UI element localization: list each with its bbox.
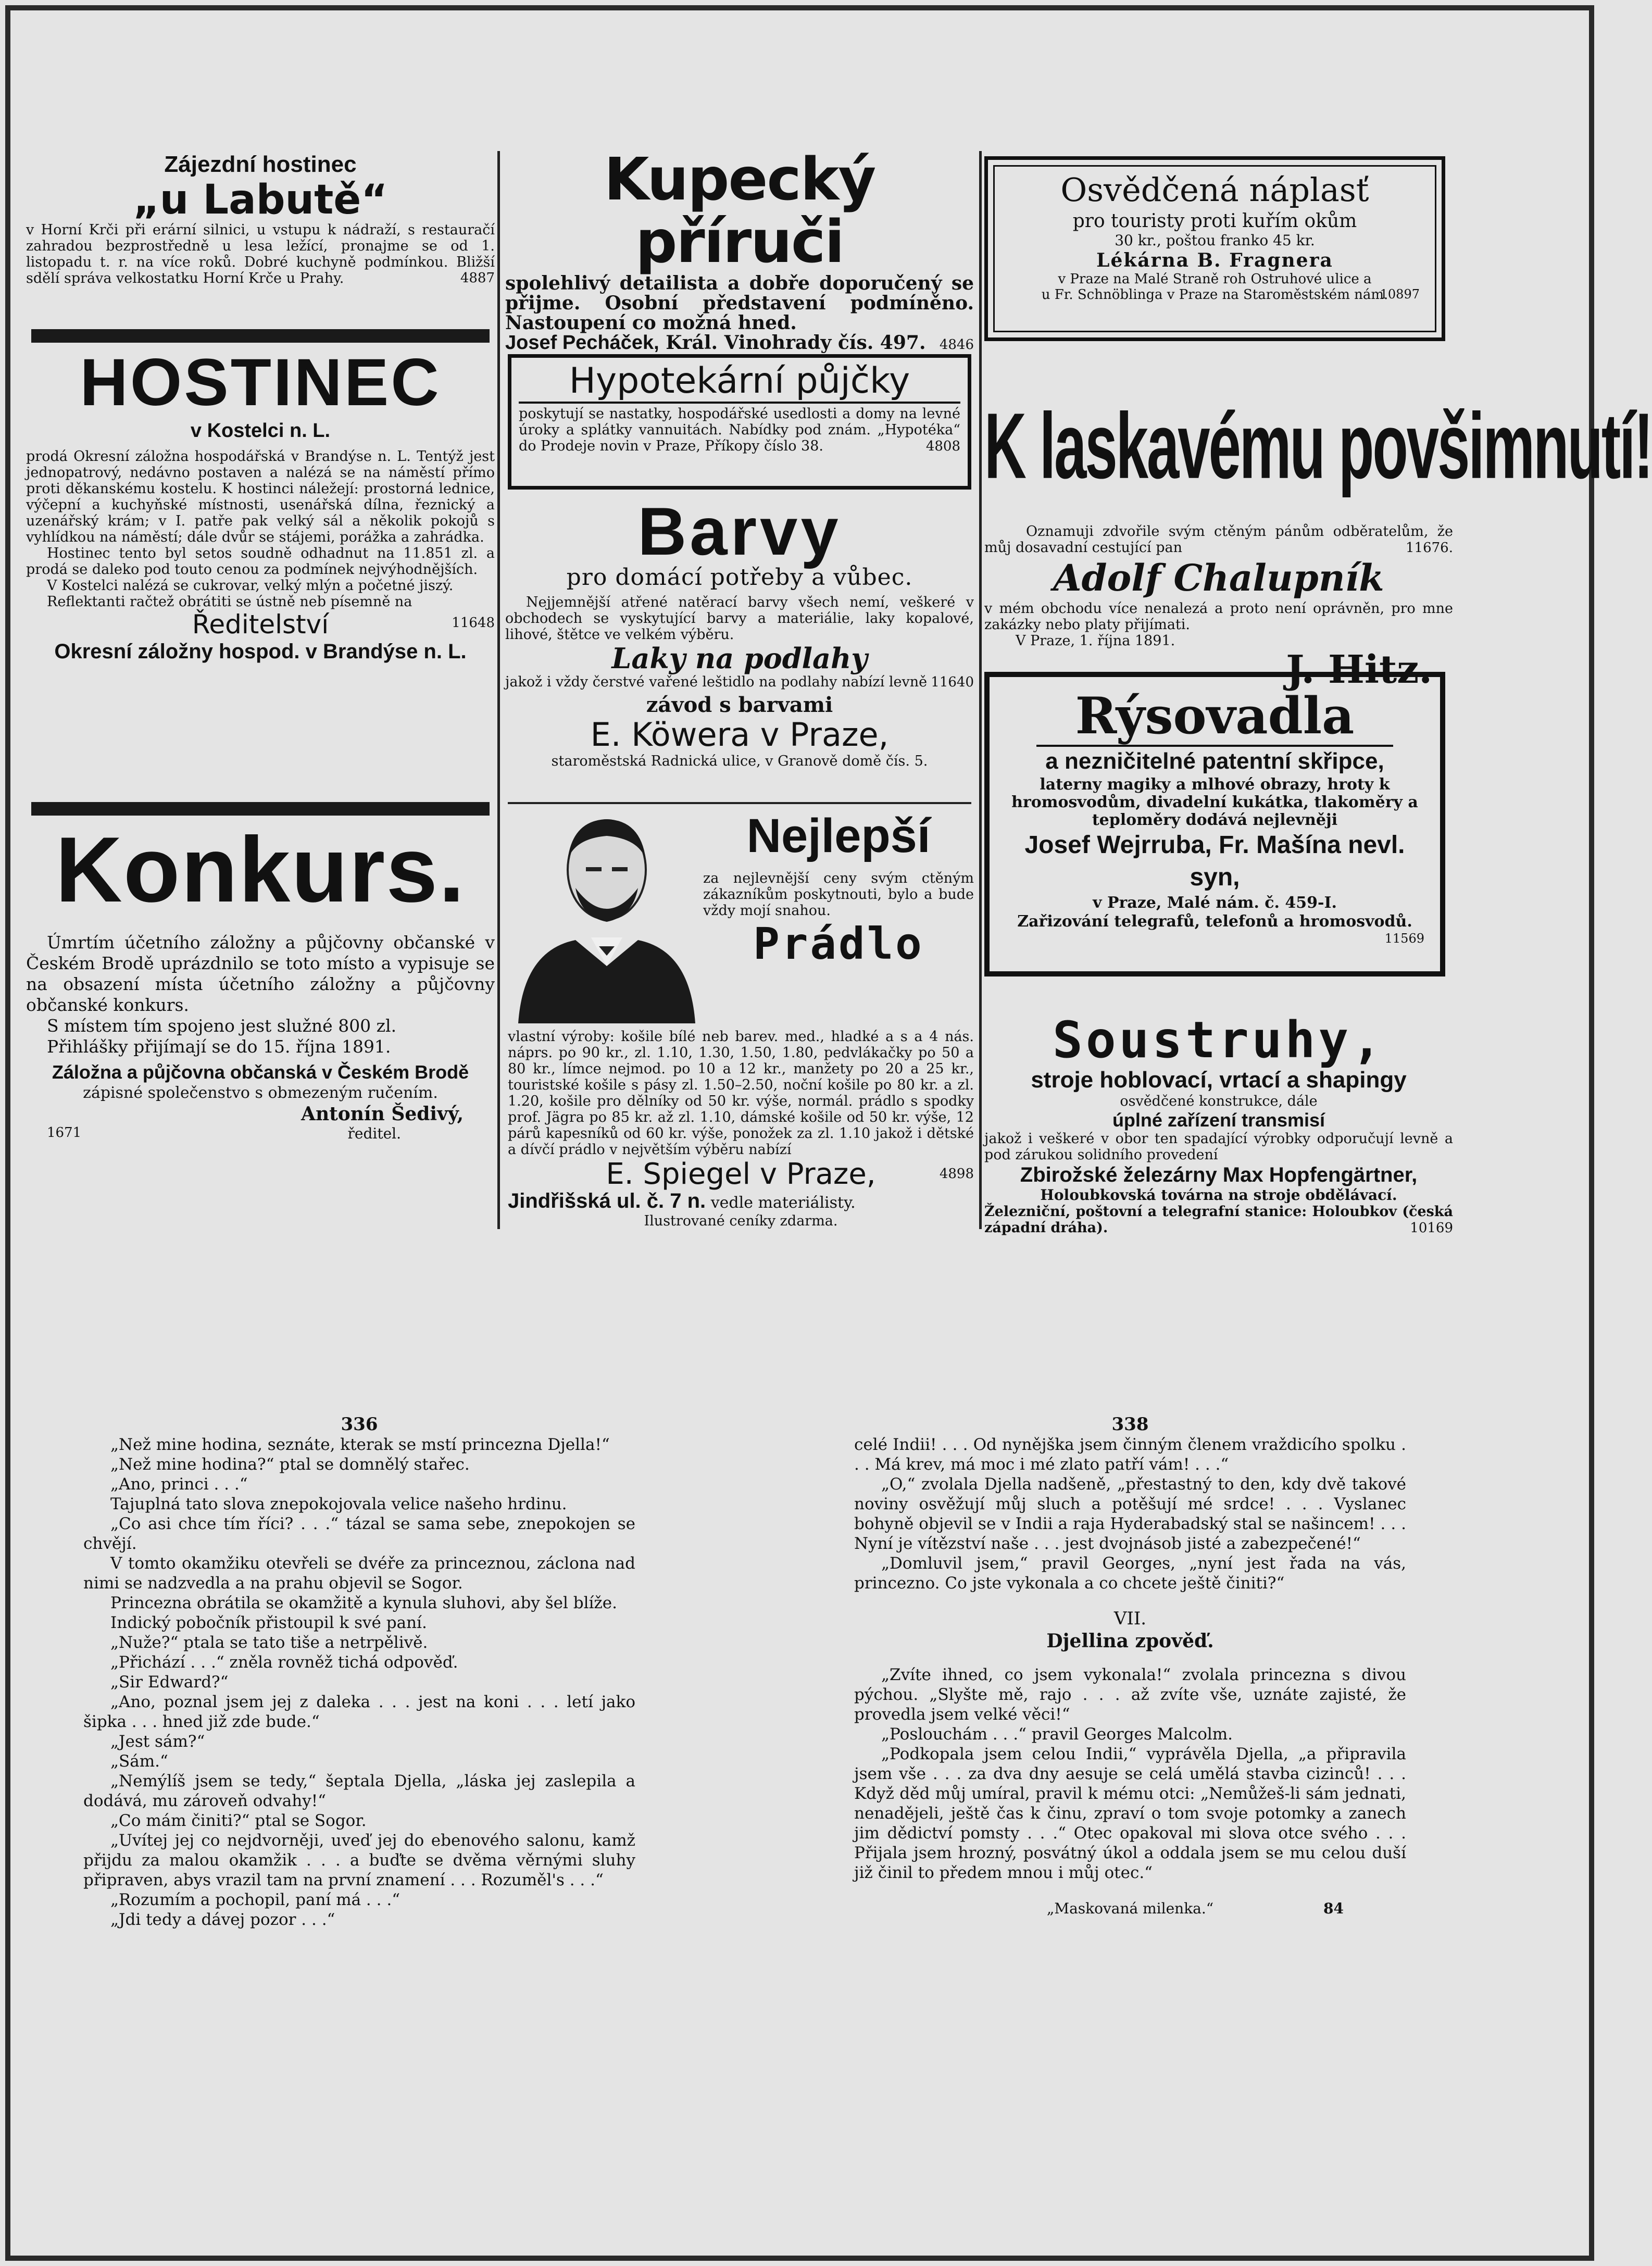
ad-signature: Ředitelství [192,609,329,640]
ad-subtitle: pro domácí potřeby a vůbec. [566,564,913,591]
ad-title: Kupecký příruči [604,146,875,276]
ad-chalupnik [984,367,1652,692]
ad-title: Osvědčená náplasť [1060,171,1369,209]
ad-text: poskytují se nastatky, hospodářské usedlosti a domy na levné úroky a splátky vannuitách. Nabídky pod znám. „Hypotéka“ do Prodeje novin v Praze, Příkopy číslo 38. [519,406,960,454]
divider-rule [508,802,971,804]
novel-page-right [854,1414,1406,1921]
ad-number: 4808 [925,439,960,454]
novel-paragraph: „Zvíte ihned, co jsem vykonala!“ zvolala princezna s divou pýchou. „Slyšte mě, rajo . . . až zvíte vše, uznáte zajisté, že provedla jsem velké věci!“ [854,1666,1406,1724]
novel-paragraph: „Jest sám?“ [110,1732,205,1751]
ad-address: staroměstská Radnická ulice, v Granově domě čís. 5. [551,753,928,769]
ad-title: K laskavému povšimnutí! [984,394,1652,498]
ad-name: Josef Pecháček, [505,332,659,354]
ad-text: za nejlevnější ceny svým ctěným zákazníkům poskytnouti, bylo a bude vždy mojí snahou. [703,870,974,919]
ad-naplast [984,156,1445,341]
novel-paragraph: „Ano, princi . . .“ [110,1475,248,1494]
ad-price: 30 kr., poštou franko 45 kr. [1115,232,1315,249]
column-rule [497,151,500,1229]
novel-paragraph: „Poslouchám . . .“ pravil Georges Malcolm. [881,1725,1233,1744]
ad-text: Úmrtím účetního záložny a půjčovny občanské v Českém Brodě uprázdnilo se toto místo a vypisuje se na obsazení místa účetního záložny a půjčovny občanské konkurs. [26,932,495,1015]
ad-hypoteka [508,354,971,490]
ad-subtitle: stroje hoblovací, vrtací a shapingy [1031,1067,1407,1093]
ad-text: v Horní Krči při erární silnici, u vstupu k nádraží, s restauračí zahradou bezprostředně u lesa ležící, pronajme se od 1. listopadu t. r. na více roků. Dobré kuchyně podmínkou. Bližší sdělí správa velkostatku Horní Krče u Prahy. [26,222,495,286]
ad-firm: u Fr. Schnöblinga v Praze na Staroměstském nám. [1041,287,1388,303]
ad-name: Adolf Chalupník [1053,556,1384,599]
novel-footer-number: 84 [1323,1900,1344,1917]
ad-text: v Praze na Malé Straně roh Ostruhové ulice a [1058,271,1372,287]
ad-title: Hypotekární půjčky [519,361,960,404]
ad-text: Nejjemnější atřené natěrací barvy všech nemí, veškeré v obchodech se vyskytující barvy a materiálie, laky kopalové, lihové, štětce ve velkém výběru. [505,594,974,643]
ad-address: v Praze, Malé nám. č. 459-I. [1093,894,1337,912]
ad-firm: E. Spiegel v Praze, [606,1157,876,1191]
chapter-title: Djellina zpověď. [1046,1630,1214,1652]
ad-role: ředitel. [347,1125,401,1142]
ad-text: V Kostelci nalézá se cukrovar, velký mlýn a početné jiszý. [47,578,454,594]
ad-rysovadla [984,672,1445,976]
ad-signature-2: Okresní záložny hospod. v Brandýse n. L. [54,640,467,663]
ad-text: Reflektanti račtež obrátiti se ústně neb písemně na [47,594,412,610]
ad-text: pro touristy proti kuřím okům [1072,210,1357,232]
novel-text [83,1435,635,1930]
ad-name: Antonín Šedivý, [301,1103,464,1125]
ad-zavod: závod s barvami [646,693,833,717]
ad-title: HOSTINEC [80,345,441,420]
ad-text: Železniční, poštovní a telegrafní stanice: Holoubkov (česká západní dráha). [984,1204,1453,1236]
novel-paragraph: „Uvítej jej co nejdvorněji, uveď jej do ebenového salonu, kamž přijdu za malou okamžik . . . a buďte se dvěma věrnými sluhy připraven, abys vrazil tam na první znamení . . . Rozuměl's . . .“ [83,1831,635,1889]
ad-title: Rýsovadla [1036,687,1393,747]
novel-paragraph: „O,“ zvolala Djella nadšeně, „přestastný to den, kdy dvě takové noviny osvěžují můj sluch a potěšují mé srdce! . . . Vyslanec bohyně objevil se v Indii a raja Hyderabadský stal se našincem! . . . Nyní je vítězství naše . . . jest dvojnásob jisté a zabezpečené!“ [854,1475,1406,1553]
novel-paragraph: „Přichází . . .“ zněla rovněž tichá odpověď. [110,1653,458,1672]
ad-konkurs [26,818,495,1144]
ad-name: „u Labutě“ [133,177,388,223]
ad-lekarna: Lékárna B. Fragnera [1096,249,1333,271]
ad-signature: zápisné společenstvo s obmezeným ručením. [83,1084,438,1102]
ad-firm: Josef Wejrruba, Fr. Mašína nevl. syn, [1024,831,1405,891]
novel-paragraph: „Jdi tedy a dávej pozor . . .“ [110,1910,335,1929]
page-number: 336 [341,1414,378,1435]
novel-paragraph: celé Indii! . . . Od nynějška jsem činným členem vraždicího spolku . . . Má krev, má moc i mé zlato patří vám! . . .“ [854,1435,1406,1474]
ad-pradlo: Prádlo [753,918,924,969]
divider-bar [31,802,490,816]
ad-text: jakož i vždy čerstvé vařené leštidlo na podlahy nabízí levně [505,674,928,690]
novel-paragraph: „Sir Edward?“ [110,1673,229,1692]
ad-text: spolehlivý detailista a dobře doporučený se přijme. Osobní představení podmíněno. Nastoupení co možná hned. [505,272,974,334]
novel-paragraph: „Než mine hodina?“ ptal se domnělý stařec. [110,1455,470,1474]
ad-title: Konkurs. [55,818,466,921]
novel-paragraph: V tomto okamžiku otevřeli se dvéře za princeznou, záclona nad nimi se nadzvedla a na prahu objevil se Sogor. [83,1554,635,1593]
ad-barvy [505,493,974,770]
novel-page-left [83,1414,635,1930]
novel-paragraph: „Rozumím a pochopil, paní má . . .“ [110,1891,401,1909]
ad-text: prodá Okresní záložna hospodářská v Brandýse n. L. Tentýž jest jednopatrový, nedávno postaven a nalézá se na náměstí přímo proti děkanskému kostelu. K hostinci náležejí: prostorná lednice, výčepní a kuchyňské místnosti, usenářská dílna, řeznický a uzenářský krám; v I. patře pak velký sál a několik pokojů s vyhlídkou na náměstí; dále dvůr se stájemi, porážka a zahrádka. [26,448,495,545]
ad-signature: J. Hitz. [1286,647,1432,692]
novel-paragraph: „Nemýlíš jsem se tedy,“ šeptala Djella, „láska jej zaslepila a dodává, mu zároveň odvahy!“ [83,1772,635,1810]
column-rule [979,151,982,1229]
ad-hostinec-labute [26,151,495,286]
novel-paragraph: Tajuplná tato slova znepokojovala velice našeho hrdinu. [110,1495,567,1513]
ad-place: v Kostelci n. L. [190,420,331,442]
ad-subtitle-2: úplné zařízení transmisí [1112,1109,1325,1131]
ad-address: Král. Vinohrady čís. 497. [666,332,926,354]
portrait-illustration [513,810,700,1023]
ad-number: 11648 [452,615,495,631]
novel-paragraph: „Sám.“ [110,1752,168,1771]
ad-firm: E. Köwera v Praze, [590,716,889,754]
ad-number: 11676. [1406,540,1453,556]
novel-paragraph: „Co mám činiti?“ ptal se Sogor. [110,1811,367,1830]
ad-text: osvědčené konstrukce, dále [1120,1093,1318,1109]
ad-date: V Praze, 1. října 1891. [1016,633,1175,649]
ad-address-2: vedle materiálisty. [710,1194,856,1212]
ad-number: 10169 [1410,1220,1453,1236]
ad-number: 11640 [931,674,974,690]
ad-text: Oznamuji zdvořile svým ctěným pánům odběratelům, že můj dosavadní cestující pan [984,523,1453,556]
ad-number: 1671 [47,1125,82,1141]
ad-text: vlastní výroby: košile bílé neb barev. med., hladké a s a 4 nás. náprs. po 90 kr., zl. 1.10, 1.30, 1.50, 1.80, pedvlákačky po 50 a 80 kr., límce nejmod. po 10 a 12 kr., manžety po 20 a 25 kr., touristské košile s pásy zl. 1.50–2.50, noční košile po 80 kr. a zl. 1.20, košile pro dělníky od 50 kr. výše, normál. prádlo s spodky prof. Jägra po 85 kr. až zl. 1.10, dámské košile od 50 kr. výše, 12 párů kapesníků od 60 kr. výše, ponožek za zl. 1.10 jakož i dětské a dívčí prádlo v největším výběru nabízí [508,1029,974,1158]
novel-paragraph: Princezna obrátila se okamžitě a kynula sluhovi, aby šel blíže. [110,1594,617,1612]
ad-title: Soustruhy, [1053,1011,1385,1069]
ad-text: Hostinec tento byl setos soudně odhadnut na 11.851 zl. a prodá se daleko pod touto cenou za podmínek nejvýhodnějších. [26,545,495,578]
novel-paragraph: „Než mine hodina, seznáte, kterak se mstí princezna Djella!“ [110,1435,610,1454]
ad-pradlo-header [703,810,974,969]
ad-number: 4846 [939,337,974,353]
novel-paragraph: „Nuže?“ ptala se tato tiše a netrpělivě. [110,1633,428,1652]
ad-nejlepsi: Nejlepší [746,809,931,862]
ad-title: Barvy [637,493,842,569]
ad-pradlo-body [508,1029,974,1230]
ad-kupecky [505,148,974,353]
novel-paragraph: „Domluvil jsem,“ pravil Georges, „nyní jest řada na vás, princezno. Co jste vykonala a co chcete ještě činiti?“ [854,1554,1406,1593]
chapter-number: VII. [1113,1608,1147,1629]
novel-paragraph: Indický pobočník přistoupil k své paní. [110,1613,427,1632]
ad-signature: Záložna a půjčovna občanská v Českém Brodě [52,1061,469,1083]
ad-text: Přihlášky přijímají se do 15. října 1891. [47,1036,391,1057]
ad-number: 4887 [460,270,495,286]
ad-text: Holoubkovská továrna na stroje obdělávací. [1040,1186,1397,1204]
ad-text: laterny magiky a mlhové obrazy, hroty k hromosvodům, divadelní kukátka, tlakoměry a teploměry dodává nejlevněji [1011,775,1418,829]
page-number: 338 [1111,1414,1149,1435]
novel-footer: „Maskovaná milenka.“ [1046,1900,1214,1917]
ad-text: S místem tím spojeno jest služné 800 zl. [47,1016,397,1036]
novel-text [854,1435,1406,1593]
ad-cenik: Ilustrované ceníky zdarma. [644,1213,838,1229]
ad-address: Jindřišská ul. č. 7 n. [508,1190,706,1212]
novel-paragraph: „Co asi chce tím říci? . . .“ tázal se sama sebe, znepokojen se chvějí. [83,1514,635,1553]
novel-paragraph: „Ano, poznal jsem jej z daleka . . . jest na koni . . . letí jako šipka . . . hned již zde bude.“ [83,1693,635,1731]
novel-paragraph: „Podkopala jsem celou Indii,“ vyprávěla Djella, „a připravila jsem vše . . . za dva dny aesuje se celá umělá stavba cizinců! . . . Když děd můj umíral, pravil k mému otci: „Nemůžeš-li sám jednati, nenadějeli, ještě čas k činu, zpraví o tom svoje potomky a zanech jim dědictví pomsty . . .“ Otec opakoval mi slova otce svého . . . Přijala jsem hrozný, posvátný úkol a oddala jsem se mu celou duší již činil to předem mnou i můj otec.“ [854,1745,1406,1882]
ad-subtitle: a nezničitelné patentní skřipce, [1045,748,1384,774]
ad-text: jakož i veškeré v obor ten spadající výrobky odporučují levně a pod zárukou solidního provedení [984,1131,1453,1163]
divider-bar [31,329,490,343]
ad-number: 4898 [939,1166,974,1182]
ad-number: 11569 [1384,931,1424,946]
ad-number: 10897 [1380,287,1420,302]
ad-heading: Zájezdní hostinec [164,152,357,177]
ad-firm: Zbirožské železárny Max Hopfengärtner, [1020,1163,1418,1186]
novel-text [854,1665,1406,1883]
ad-hostinec-kostelec [26,346,495,664]
ad-text: v mém obchodu více nenalezá a proto není oprávněn, pro mne zakázky nebo platy přijímati. [984,600,1453,633]
ad-soustruhy [984,1013,1453,1236]
ad-laky: Laky na podlahy [611,642,868,675]
ad-text: Zařizování telegrafů, telefonů a hromosvodů. [1017,912,1412,931]
